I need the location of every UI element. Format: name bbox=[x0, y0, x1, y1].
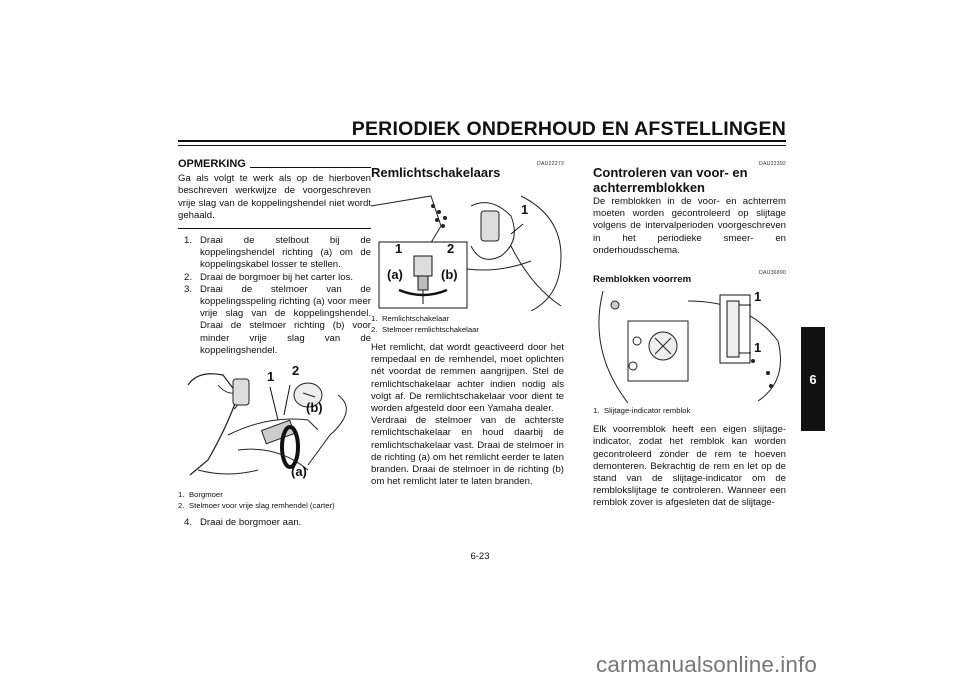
body-paragraph: Elk voorremblok heeft een eigen slijtage-indicator, zodat het remblok kan worden gecontroleerd zonder de rem te hoeven demonteren. Bekrachtig de rem en let op de stand van de slijtage-indicator om de remblokslijtage te controleren. Wanneer een remblok zover is afgesleten dat de slijtage- bbox=[593, 424, 786, 509]
section-title: Controleren van voor- en achterremblokken bbox=[593, 165, 748, 195]
figure-label-2: 2 bbox=[292, 363, 300, 379]
step-item bbox=[178, 235, 371, 272]
step-text: Draai de stelbout bij de koppelingshendel richting (a) om de koppelingskabel losser te stellen. bbox=[200, 235, 371, 271]
figure-label-a: (a) bbox=[387, 267, 403, 282]
step-list-continued bbox=[178, 517, 371, 529]
step-number: 1. bbox=[184, 235, 193, 247]
note-title: OPMERKING bbox=[178, 158, 246, 170]
step-number: 4. bbox=[184, 517, 193, 529]
figure-inset-label-1: 1 bbox=[395, 241, 403, 256]
step-item bbox=[178, 517, 371, 529]
column-middle bbox=[371, 158, 564, 488]
note-divider bbox=[178, 228, 371, 229]
caption-number: 1. bbox=[371, 314, 378, 323]
note-text: Ga als volgt te werk als op de hierboven beschreven werkwijze de voorgeschreven vrije slag van de koppelingshendel niet wordt gehaald. bbox=[178, 173, 371, 221]
clutch-adjuster-illustration bbox=[178, 365, 371, 485]
step-text: Draai de borgmoer bij het carter los. bbox=[200, 271, 354, 283]
chapter-tab bbox=[801, 327, 825, 431]
section-title: Remlichtschakelaars bbox=[371, 165, 501, 180]
caption-item bbox=[593, 405, 786, 416]
body-paragraph: Verdraai de stelmoer van de achterste remlichtschakelaar en houd daarbij de remlichtschakelaar vast. Draai de stelmoer in de richting (a) om het remlicht eerder te laten branden. Draai de stelmoer in de richting (b) om het remlicht later te laten branden. bbox=[371, 415, 564, 488]
step-number: 2. bbox=[184, 271, 193, 283]
step-list bbox=[178, 235, 371, 357]
caption-item bbox=[371, 324, 564, 335]
figure-captions bbox=[371, 313, 564, 335]
figure-brake-switch bbox=[371, 186, 564, 311]
caption-item bbox=[178, 489, 371, 500]
step-item bbox=[178, 284, 371, 357]
caption-number: 1. bbox=[593, 406, 600, 416]
figure-label-a: (a) bbox=[291, 464, 307, 480]
figure-label-b: (b) bbox=[306, 400, 323, 416]
figure-brake-pad bbox=[593, 291, 786, 403]
doc-code: DAU22273 bbox=[537, 161, 564, 167]
figure-captions bbox=[178, 489, 371, 511]
figure-label-b: (b) bbox=[441, 267, 458, 282]
figure-label-1-top: 1 bbox=[754, 289, 762, 305]
caption-number: 2. bbox=[371, 325, 378, 334]
step-text: Draai de borgmoer aan. bbox=[200, 517, 302, 529]
figure-inset-label-2: 2 bbox=[447, 241, 455, 256]
page-header-title: PERIODIEK ONDERHOUD EN AFSTELLINGEN bbox=[351, 118, 786, 140]
caption-text: Slijtage-indicator remblok bbox=[604, 406, 691, 416]
doc-code: DAU36890 bbox=[759, 270, 786, 277]
body-paragraph: De remblokken in de voor- en achterrem moeten worden gecontroleerd op slijtage volgens de intervalperioden voorgeschreven in het periodieke smeer- en onderhoudsschema. bbox=[593, 196, 786, 256]
figure-label-1-bottom: 1 bbox=[754, 340, 762, 356]
caption-number: 1. bbox=[178, 490, 185, 500]
step-number: 3. bbox=[184, 283, 193, 295]
figure-captions bbox=[593, 405, 786, 416]
step-item bbox=[178, 272, 371, 284]
chapter-number: 6 bbox=[809, 371, 817, 387]
figure-clutch-adjuster bbox=[178, 365, 371, 485]
caption-text: Borgmoer bbox=[189, 490, 223, 500]
watermark: carmanualsonline.info bbox=[596, 652, 817, 677]
figure-label-1: 1 bbox=[521, 202, 529, 217]
note-heading bbox=[178, 158, 371, 170]
figure-label-1: 1 bbox=[267, 369, 275, 385]
subsection-title: Remblokken voorrem bbox=[593, 274, 692, 286]
doc-code: DAU22392 bbox=[759, 161, 786, 167]
header-rule bbox=[178, 140, 786, 146]
caption-text: Stelmoer remlichtschakelaar bbox=[382, 325, 479, 334]
caption-number: 2. bbox=[178, 501, 185, 511]
caption-item bbox=[178, 500, 371, 511]
caption-item bbox=[371, 313, 564, 324]
caption-text: Remlichtschakelaar bbox=[382, 314, 450, 323]
page-number: 6-23 bbox=[470, 551, 490, 562]
column-left bbox=[178, 158, 371, 529]
body-paragraph: Het remlicht, dat wordt geactiveerd door het rempedaal en de remhendel, moet oplichten nét voordat de remmen aangrijpen. Stel de remlichtschakelaar achter indien nodig als volgt af. De remlichtschakelaar voor dient te worden afgesteld door een Yamaha dealer. bbox=[371, 342, 564, 415]
column-right bbox=[593, 158, 786, 510]
step-text: Draai de stelmoer van de koppelingsspeling richting (a) voor meer vrije slag van de koppelingshendel. Draai de stelmoer richting (b) voor minder vrije slag van de koppelingshendel. bbox=[200, 283, 371, 356]
caption-text: Stelmoer voor vrije slag remhendel (carter) bbox=[189, 501, 335, 511]
